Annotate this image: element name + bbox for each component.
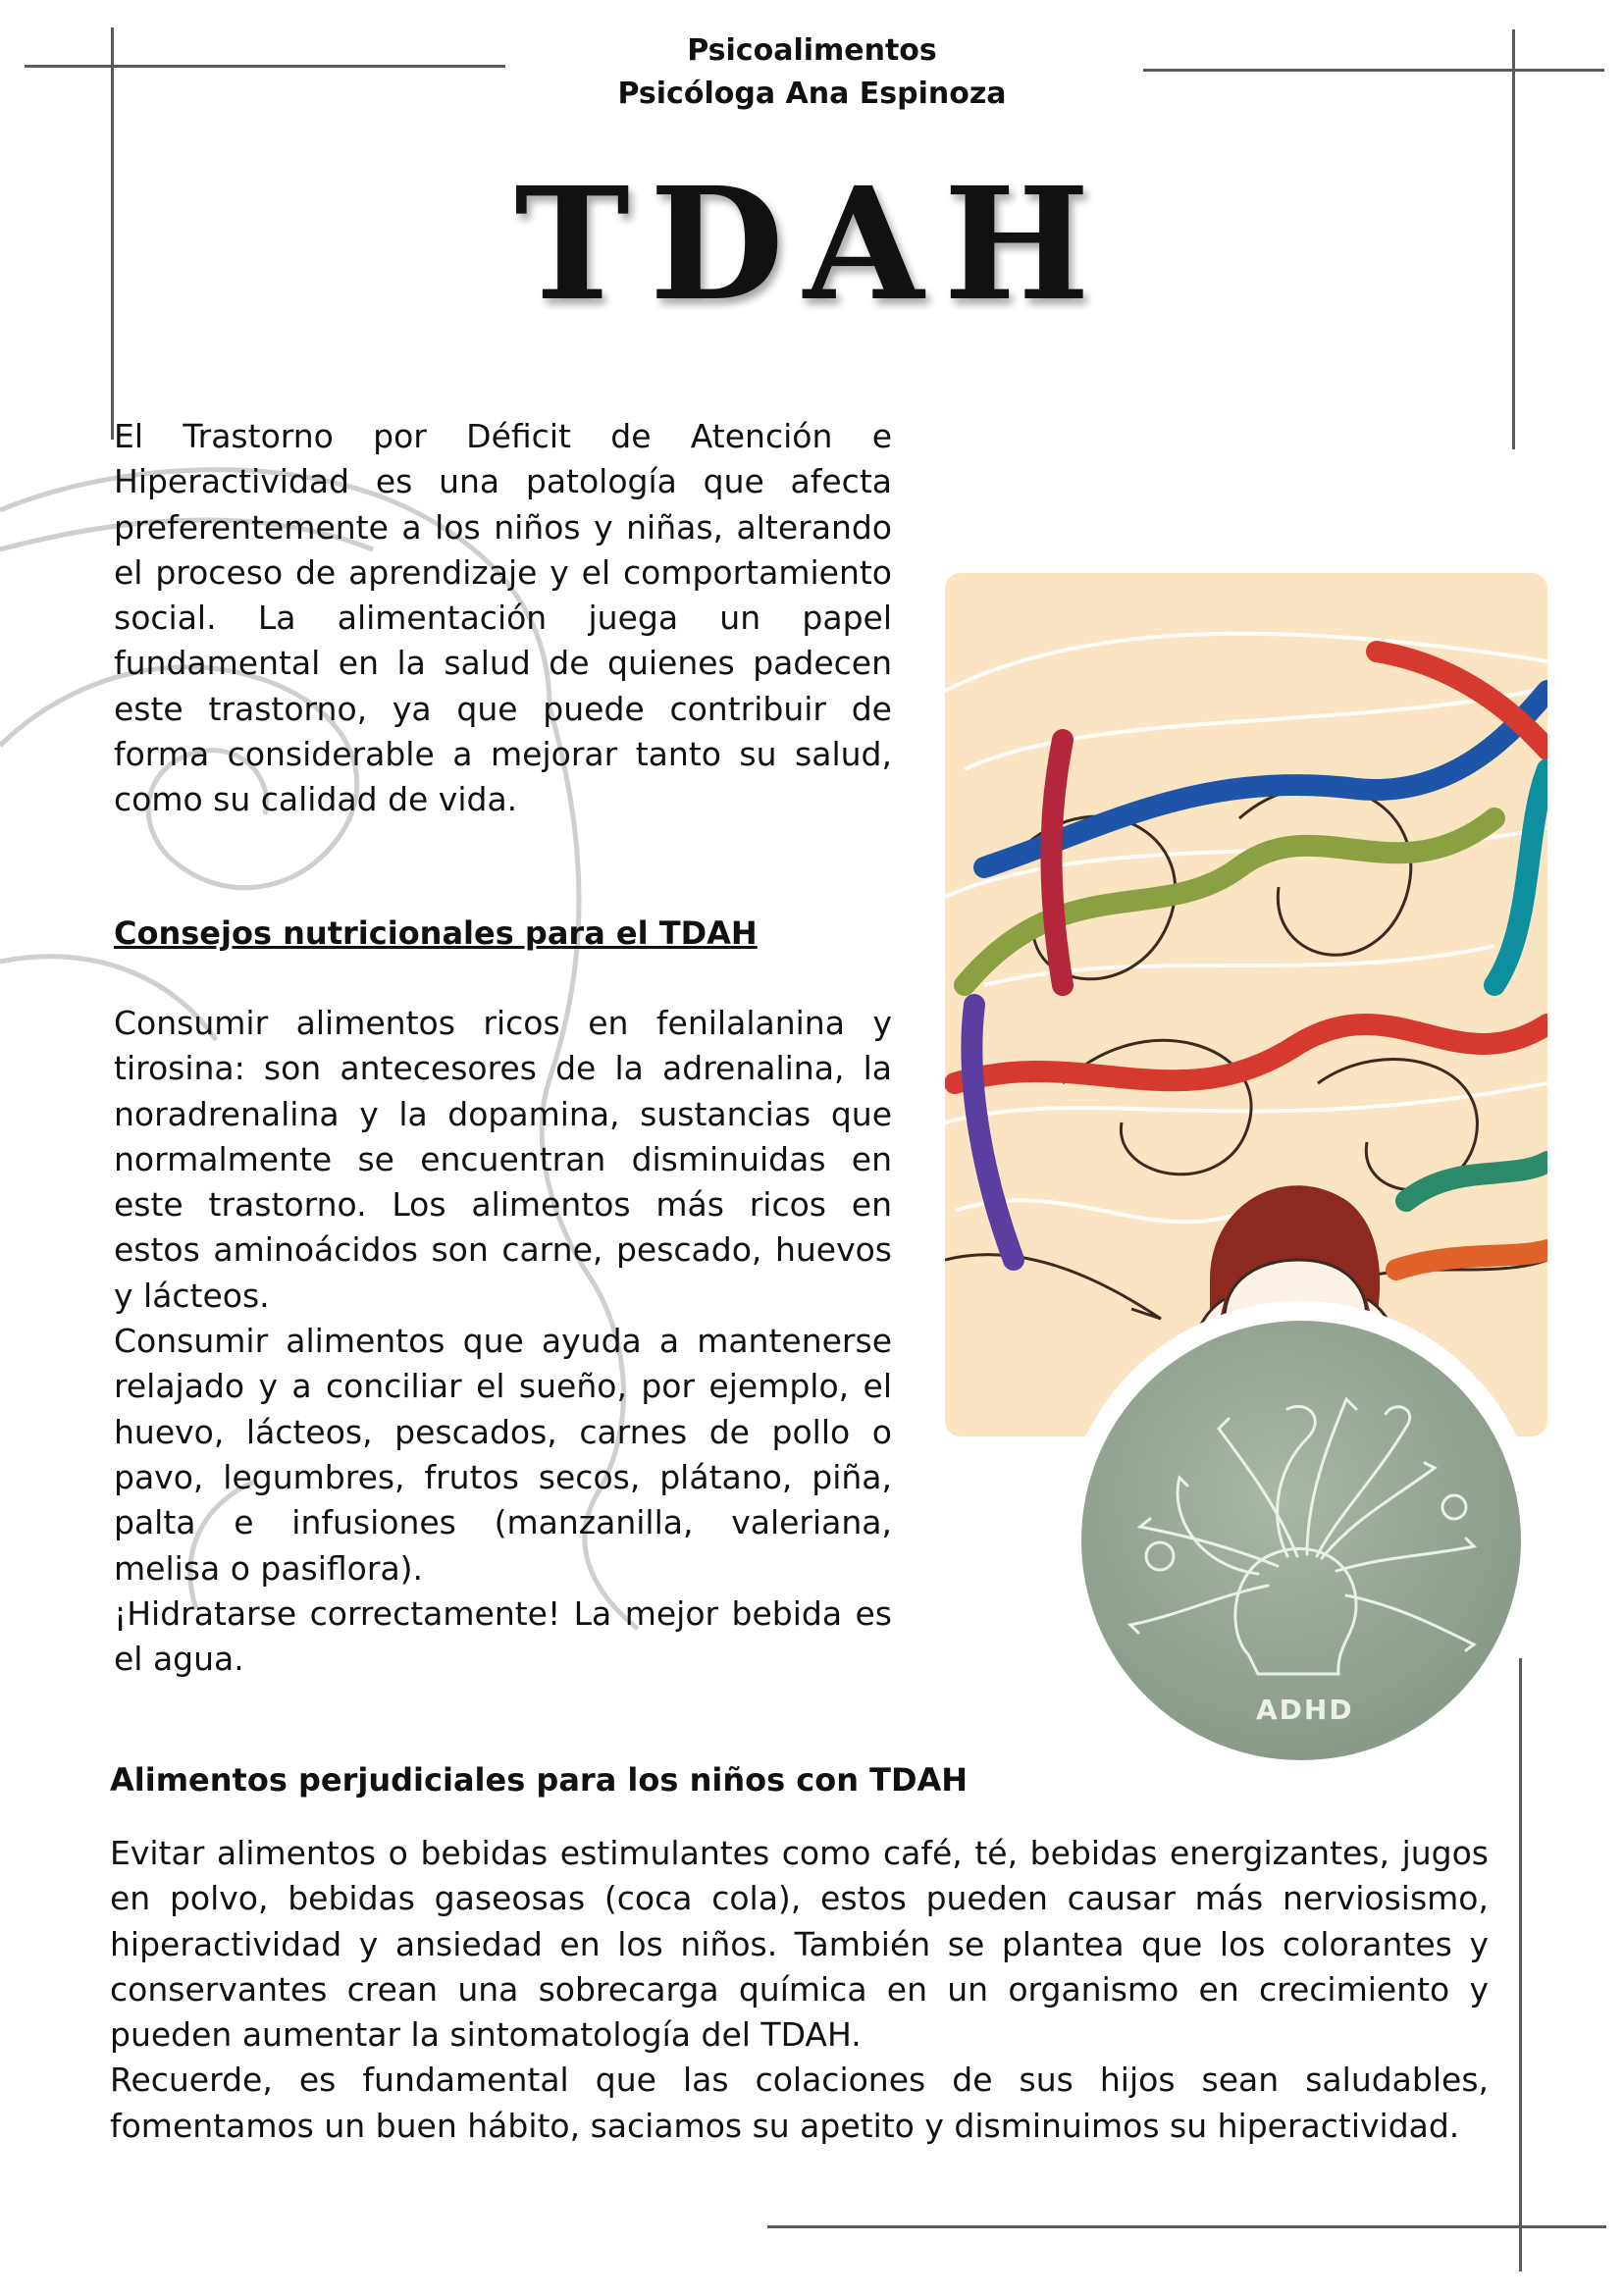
consejo-paragraph-2: Consumir alimentos que ayuda a mantenerse relajado y a conciliar el sueño, por ejemplo, el huevo, lácteos, pescados, carnes de pollo o pavo, legumbres, frutos secos, plátano, piña, palta e infusiones (manzanilla, valeriana, melisa o pasiflora). [114,1322,892,1588]
section-perjudiciales-body [110,1831,1489,2149]
perjudiciales-paragraph-2: Recuerde, es fundamental que las colaciones de sus hijos sean saludables, fomentamos un buen hábito, saciamos su apetito y disminuimos su hiperactividad. [110,2061,1489,2145]
intro-text: El Trastorno por Déficit de Atención e Hiperactividad es una patología que afecta preferentemente a los niños y niñas, alterando el proceso de aprendizaje y el comportamiento social. La alimentación juega un papel fundamental en la salud de quienes padecen este trastorno, ya que puede contribuir de forma considerable a mejorar tanto su salud, como su calidad de vida. [114,417,892,819]
header-brand: Psicoalimentos [687,33,937,68]
page-title: TDAH [514,154,1110,336]
intro-paragraph [114,414,892,823]
adhd-circle-frame [1062,1301,1541,1780]
perjudiciales-paragraph-1: Evitar alimentos o bebidas estimulantes como café, té, bebidas energizantes, jugos en polvo, bebidas gaseosas (coca cola), estos pueden causar más nerviosismo, hiperactividad y ansiedad en los niños. También se plantea que los colorantes y conservantes crean una sobrecarga química en un organismo en crecimiento y pueden aumentar la sintomatología del TDAH. [110,1834,1489,2055]
section-heading-perjudiciales: Alimentos perjudiciales para los niños con TDAH [110,1761,969,1799]
section-heading-consejos: Consejos nutricionales para el TDAH [114,914,758,952]
consejo-paragraph-1: Consumir alimentos ricos en fenilalanina y tirosina: son antecesores de la adrenalina, la noradrenalina y la dopamina, sustancias que normalmente se encuentran disminuidas en este trastorno. Los alimentos más ricos en estos aminoácidos son carne, pescado, huevos y lácteos. [114,1004,892,1315]
adhd-label: ADHD [1256,1694,1354,1726]
adhd-chalk-illustration [1081,1321,1521,1760]
consejo-paragraph-3: ¡Hidratarse correctamente! La mejor bebida es el agua. [114,1593,892,1679]
section-consejos-body [114,1001,892,1682]
header [0,29,1624,116]
header-author: Psicóloga Ana Espinoza [617,77,1007,111]
